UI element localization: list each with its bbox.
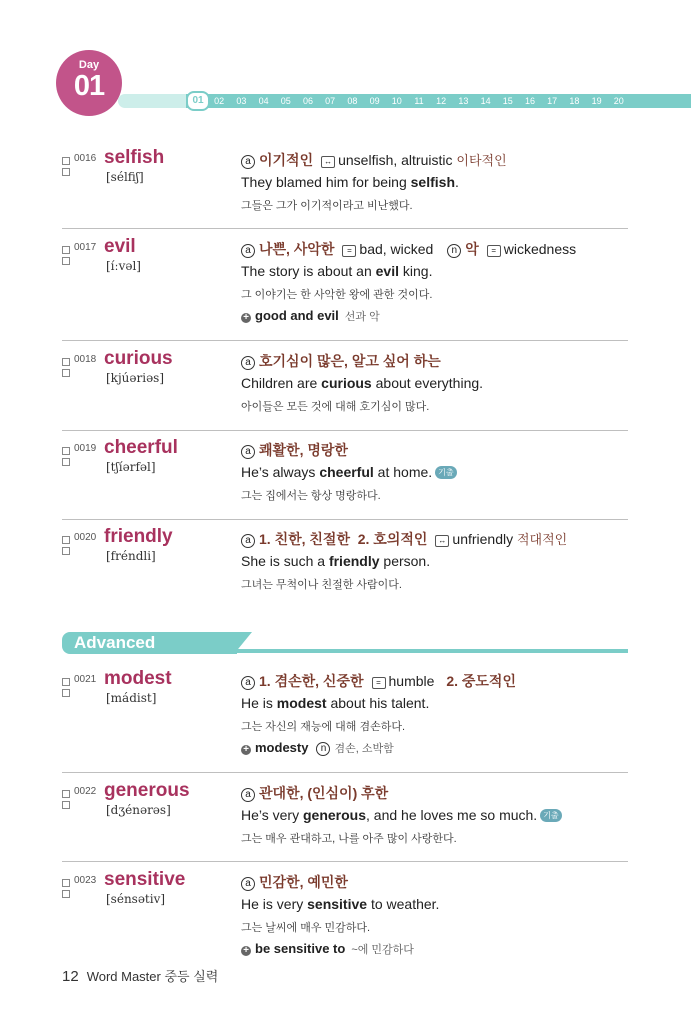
synonym-icon: = <box>342 245 356 257</box>
synonym: bad, wicked <box>359 241 434 257</box>
definition <box>241 872 348 892</box>
divider <box>62 430 628 431</box>
example-sentence <box>241 553 430 569</box>
checkbox-group <box>62 157 70 179</box>
example-text: person. <box>379 553 431 569</box>
related-phrase <box>241 941 414 957</box>
antonym-meaning: 적대적인 <box>517 532 568 547</box>
phrase-meaning: ~에 민감하다 <box>351 944 414 956</box>
checkbox-group <box>62 246 70 268</box>
entry-index: 0017 <box>74 242 97 253</box>
entry-index: 0020 <box>74 532 97 543</box>
advanced-label: Advanced <box>74 633 156 652</box>
opposite-icon: ↔ <box>435 535 449 547</box>
example-text: about everything. <box>371 375 484 391</box>
example-text: He’s always <box>241 464 320 480</box>
phrase-meaning: 겸손, 소박함 <box>334 743 394 755</box>
pronunciation: [tʃíərfəl] <box>106 460 156 474</box>
meaning-second: 2. 중도적인 <box>446 673 516 689</box>
day-nav-item[interactable]: 09 <box>369 96 380 106</box>
divider <box>62 228 628 229</box>
checkbox[interactable] <box>62 801 70 809</box>
entry-modest <box>62 668 628 755</box>
checkbox[interactable] <box>62 447 70 455</box>
example-sentence <box>241 695 429 711</box>
example-text: The story is about an <box>241 263 376 279</box>
adjective-icon: a <box>241 534 255 548</box>
headword: curious <box>104 348 173 369</box>
example-text: . <box>455 174 459 190</box>
meaning: 관대한, (인심이) 후한 <box>259 785 389 801</box>
example-sentence <box>241 174 459 190</box>
entry-index: 0016 <box>74 153 97 164</box>
pronunciation: [kjúəriəs] <box>106 371 165 385</box>
day-nav-item[interactable]: 03 <box>236 96 247 106</box>
day-nav-item[interactable]: 06 <box>302 96 313 106</box>
checkbox[interactable] <box>62 157 70 165</box>
example-text: She is such a <box>241 553 329 569</box>
checkbox[interactable] <box>62 536 70 544</box>
divider <box>62 772 628 773</box>
example-text: He is very <box>241 896 308 912</box>
phrase-meaning: 선과 악 <box>344 311 380 323</box>
checkbox[interactable] <box>62 168 70 176</box>
opposite-icon: ↔ <box>321 156 335 168</box>
adjective-icon: a <box>241 356 255 370</box>
pronunciation: [mádist] <box>106 691 157 705</box>
translation: 그녀는 무척이나 친절한 사람이다. <box>241 579 402 591</box>
day-nav-item[interactable]: 15 <box>502 96 513 106</box>
day-nav-item[interactable]: 12 <box>436 96 447 106</box>
definition <box>241 671 516 691</box>
day-nav-item[interactable]: 02 <box>214 96 225 106</box>
noun-icon: n <box>316 742 330 756</box>
example-sentence <box>241 464 457 480</box>
checkbox[interactable] <box>62 879 70 887</box>
entry-evil <box>62 236 628 323</box>
checkbox[interactable] <box>62 246 70 254</box>
entry-index: 0018 <box>74 354 97 365</box>
example-keyword: evil <box>375 263 399 279</box>
example-keyword: cheerful <box>319 464 374 480</box>
example-text: to weather. <box>367 896 440 912</box>
page-footer <box>62 966 218 985</box>
example-sentence <box>241 263 432 279</box>
checkbox[interactable] <box>62 369 70 377</box>
translation: 그는 날씨에 매우 민감하다. <box>241 922 371 934</box>
checkbox[interactable] <box>62 358 70 366</box>
example-keyword: generous <box>302 807 366 823</box>
synonym-icon: = <box>372 677 386 689</box>
related-phrase <box>241 308 380 324</box>
day-nav-item[interactable]: 19 <box>591 96 602 106</box>
entry-index: 0023 <box>74 875 97 886</box>
checkbox[interactable] <box>62 790 70 798</box>
definition <box>241 440 348 460</box>
meaning: 1. 겸손한, 신중한 <box>259 673 364 689</box>
book-title: Word Master 중등 실력 <box>86 969 219 984</box>
translation: 그는 매우 관대하고, 나를 아주 많이 사랑한다. <box>241 833 457 845</box>
adjective-icon: a <box>241 676 255 690</box>
example-text: He’s very <box>241 807 303 823</box>
entry-curious <box>62 348 628 414</box>
day-badge <box>56 50 122 116</box>
related-phrase <box>241 740 394 756</box>
headword: sensitive <box>104 869 186 890</box>
example-keyword: modest <box>276 695 327 711</box>
meaning: 1. 친한, 친절한 2. 호의적인 <box>259 531 428 547</box>
example-text: about his talent. <box>326 695 430 711</box>
adjective-icon: a <box>241 445 255 459</box>
entry-index: 0022 <box>74 786 97 797</box>
checkbox-group <box>62 447 70 469</box>
checkbox[interactable] <box>62 547 70 555</box>
entry-index: 0019 <box>74 443 97 454</box>
pronunciation: [sélfiʃ] <box>106 170 144 184</box>
day-nav-item[interactable]: 01 <box>186 91 210 111</box>
day-nav-item[interactable]: 04 <box>258 96 269 106</box>
meaning: 쾌활한, 명랑한 <box>259 442 348 458</box>
entry-generous <box>62 780 628 846</box>
example-sentence <box>241 375 483 391</box>
exam-badge: 기출 <box>435 466 456 479</box>
pronunciation: [sénsətiv] <box>106 892 166 906</box>
example-sentence <box>241 896 439 912</box>
definition <box>241 150 507 170</box>
entry-sensitive <box>62 869 628 956</box>
example-text: He is <box>241 695 277 711</box>
day-nav-item[interactable]: 07 <box>325 96 336 106</box>
advanced-underline <box>237 649 628 653</box>
day-nav-item[interactable]: 13 <box>458 96 469 106</box>
entry-index: 0021 <box>74 674 97 685</box>
example-keyword: friendly <box>328 553 380 569</box>
translation: 그는 자신의 재능에 대해 겸손하다. <box>241 721 406 733</box>
synonym-icon: = <box>487 245 501 257</box>
example-text: , and he loves me so much. <box>366 807 538 823</box>
example-sentence <box>241 807 562 823</box>
divider <box>62 861 628 862</box>
translation: 그는 집에서는 항상 명랑하다. <box>241 490 381 502</box>
example-text: They blamed him for being <box>241 174 411 190</box>
translation: 아이들은 모든 것에 대해 호기심이 많다. <box>241 401 430 413</box>
example-keyword: curious <box>321 375 372 391</box>
adjective-icon: a <box>241 877 255 891</box>
day-nav-item[interactable]: 14 <box>480 96 491 106</box>
checkbox[interactable] <box>62 689 70 697</box>
plus-icon: + <box>241 313 251 323</box>
noun-icon: n <box>447 244 461 258</box>
adjective-icon: a <box>241 155 255 169</box>
meaning: 민감한, 예민한 <box>259 874 348 890</box>
headword: cheerful <box>104 437 178 458</box>
exam-badge: 기출 <box>540 809 561 822</box>
day-nav-item[interactable]: 10 <box>391 96 402 106</box>
headword: generous <box>104 780 190 801</box>
synonym: humble <box>388 673 435 689</box>
day-nav-item[interactable]: 08 <box>347 96 358 106</box>
checkbox[interactable] <box>62 678 70 686</box>
day-label: Day <box>78 59 100 71</box>
antonym-meaning: 이타적인 <box>456 153 507 168</box>
definition <box>241 351 441 371</box>
definition <box>241 239 576 259</box>
example-text: Children are <box>241 375 322 391</box>
translation: 그 이야기는 한 사악한 왕에 관한 것이다. <box>241 289 433 301</box>
entry-selfish <box>62 147 628 213</box>
checkbox[interactable] <box>62 257 70 265</box>
pronunciation: [dʒénərəs] <box>106 803 171 817</box>
meaning: 호기심이 많은, 알고 싶어 하는 <box>259 353 441 369</box>
day-nav-item[interactable]: 16 <box>524 96 535 106</box>
divider <box>62 340 628 341</box>
definition <box>241 529 567 549</box>
checkbox-group <box>62 790 70 812</box>
example-text: at home. <box>373 464 433 480</box>
plus-icon: + <box>241 946 251 956</box>
day-nav-item[interactable]: 18 <box>569 96 580 106</box>
day-number: 01 <box>73 70 105 102</box>
day-nav-item[interactable]: 17 <box>547 96 558 106</box>
checkbox-group <box>62 879 70 901</box>
day-nav-item[interactable]: 20 <box>613 96 624 106</box>
checkbox-group <box>62 678 70 700</box>
entry-cheerful <box>62 437 628 503</box>
day-nav-item[interactable]: 11 <box>414 96 424 106</box>
synonym: wickedness <box>503 241 577 257</box>
antonym: unselfish, altruistic <box>338 152 453 168</box>
pronunciation: [fréndli] <box>106 549 156 563</box>
headword: modest <box>104 668 172 689</box>
day-nav-item[interactable]: 05 <box>280 96 291 106</box>
headword: selfish <box>104 147 165 168</box>
phrase: modesty <box>255 740 309 755</box>
antonym: unfriendly <box>452 531 514 547</box>
adjective-icon: a <box>241 244 255 258</box>
meaning: 나쁜, 사악한 <box>259 241 335 257</box>
definition <box>241 783 388 803</box>
translation: 그들은 그가 이기적이라고 비난했다. <box>241 200 413 212</box>
example-keyword: selfish <box>410 174 455 190</box>
adjective-icon: a <box>241 788 255 802</box>
phrase: good and evil <box>255 308 339 323</box>
checkbox-group <box>62 358 70 380</box>
advanced-section-header <box>62 632 628 654</box>
example-keyword: sensitive <box>307 896 368 912</box>
headword: friendly <box>104 526 173 547</box>
pronunciation: [íːvəl] <box>106 259 141 273</box>
checkbox[interactable] <box>62 458 70 466</box>
phrase: be sensitive to <box>255 941 346 956</box>
meaning: 이기적인 <box>259 152 314 168</box>
page-number: 12 <box>62 968 79 985</box>
checkbox-group <box>62 536 70 558</box>
meaning-noun: 악 <box>465 241 479 257</box>
example-text: king. <box>399 263 433 279</box>
entry-friendly <box>62 526 628 592</box>
plus-icon: + <box>241 745 251 755</box>
divider <box>62 519 628 520</box>
headword: evil <box>104 236 136 257</box>
checkbox[interactable] <box>62 890 70 898</box>
